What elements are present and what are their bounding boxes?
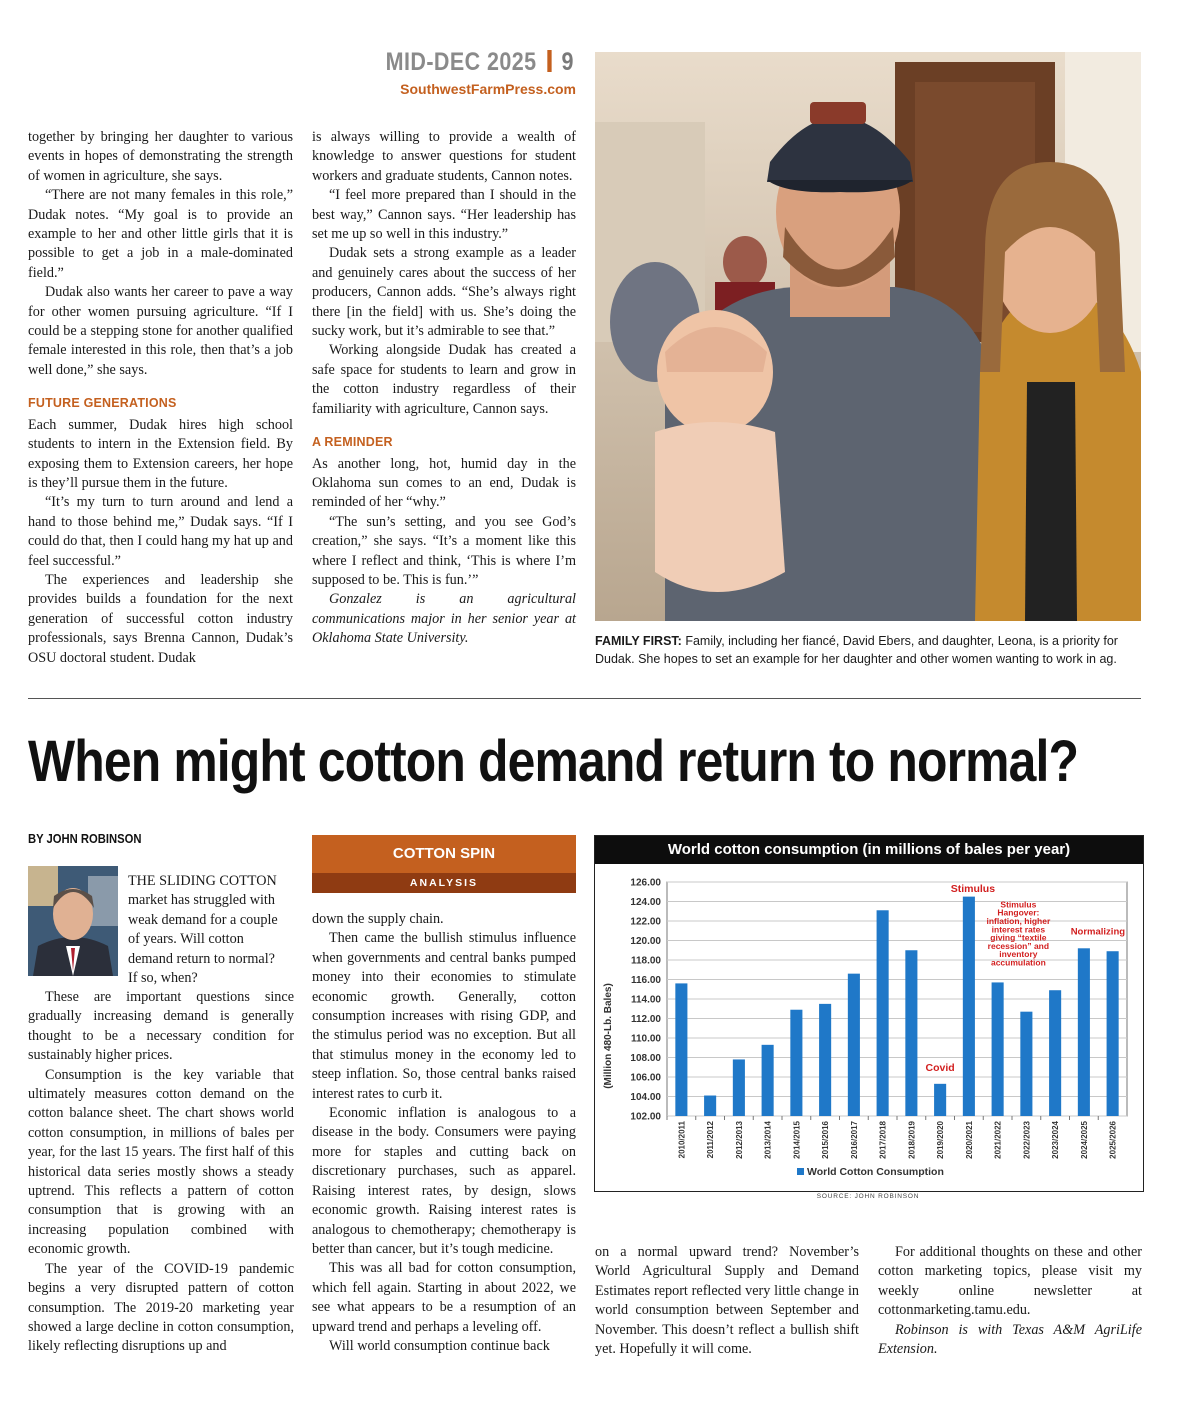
page-number: 9 bbox=[561, 48, 574, 76]
annotation-hangover-line: accumulation bbox=[990, 957, 1046, 968]
article-intro bbox=[128, 872, 294, 988]
consumption-chart bbox=[594, 835, 1144, 1192]
bar bbox=[992, 982, 1004, 1116]
legend-swatch bbox=[797, 1168, 804, 1175]
top-story-column-2 bbox=[312, 128, 576, 649]
paragraph: on a normal upward trend? November’s World Agricultural Supply and Demand Estimates report reflected very little change in world consumption between September and November. This doesn’t reflect a bullish shift yet. Hopefully it will come. bbox=[595, 1244, 859, 1358]
y-tick-label: 112.00 bbox=[630, 1014, 661, 1025]
bar bbox=[1049, 990, 1061, 1116]
x-tick-label: 2025/2026 bbox=[1108, 1121, 1118, 1159]
y-tick-label: 124.00 bbox=[630, 897, 661, 908]
author-note: Robinson is with Texas A&M AgriLife Extension. bbox=[878, 1321, 1142, 1358]
caption-text: Family, including her fiancé, David Ebers, and daughter, Leona, is a priority for Dudak. She hopes to set an example for her daughter and other women wanting to work in ag. bbox=[595, 634, 1118, 666]
intro-line: weak demand for a couple bbox=[128, 911, 278, 928]
annotation-hangover-line: recession” and bbox=[987, 940, 1050, 951]
bar bbox=[790, 1010, 802, 1116]
bar bbox=[819, 1004, 831, 1116]
y-tick-label: 126.00 bbox=[630, 877, 661, 889]
paragraph: The year of the COVID-19 pandemic begins a very disrupted pattern of cotton consumption. The 2019-20 marketing year showed a large decline in cotton consumption, likely reflecting disruptions up and bbox=[28, 1260, 294, 1355]
x-tick-label: 2015/2016 bbox=[821, 1121, 831, 1159]
article-column-2 bbox=[312, 910, 576, 1356]
article-byline: BY JOHN ROBINSON bbox=[28, 832, 142, 846]
paragraph: “There are not many females in this role,” Dudak notes. “My goal is to provide an example to her and other little girls that it is possible to get a job in a male-dominated field.” bbox=[28, 187, 293, 281]
intro-line: If so, when? bbox=[128, 970, 198, 987]
x-tick-label: 2011/2012 bbox=[706, 1121, 716, 1159]
paragraph: As another long, hot, humid day in the Oklahoma sun comes to an end, Dudak is reminded of her “why.” bbox=[312, 455, 576, 511]
y-tick-label: 114.00 bbox=[630, 994, 661, 1006]
annotation-hangover-line: Hangover: bbox=[997, 907, 1040, 918]
annotation-hangover-line: giving “textile bbox=[990, 932, 1047, 943]
bar bbox=[704, 1096, 716, 1116]
annotation-hangover-line: Stimulus bbox=[1000, 899, 1037, 910]
paragraph: Consumption is the key variable that ultimately measures cotton demand on the cotton balance sheet. The chart shows world cotton consumption, in millions of bales per year, for the last 15 years. The first half of this historical data series mostly shows a steady uptrend. This reflects a pattern of cotton consumption that is growing with an increasing population combined with economic growth. bbox=[28, 1066, 294, 1258]
subhead-a-reminder: A REMINDER bbox=[312, 435, 393, 450]
article-column-1 bbox=[28, 988, 294, 1357]
y-tick-label: 118.00 bbox=[630, 955, 661, 967]
intro-line: demand return to normal? bbox=[128, 950, 275, 967]
bar bbox=[905, 950, 917, 1116]
article-headline: When might cotton demand return to normal? bbox=[28, 729, 1079, 794]
column-badge bbox=[312, 835, 576, 893]
issue-label: MID-DEC 2025 bbox=[385, 48, 537, 76]
x-tick-label: 2019/2020 bbox=[936, 1121, 946, 1159]
subhead-future-generations: FUTURE GENERATIONS bbox=[28, 396, 177, 411]
paragraph: These are important questions since gradually increasing demand is generally thought to be a necessary condition for sustainably higher prices. bbox=[28, 989, 294, 1064]
bar bbox=[963, 897, 975, 1116]
x-tick-label: 2021/2022 bbox=[993, 1121, 1003, 1159]
paragraph: Economic inflation is analogous to a disease in the body. Consumers were paying more for staples and cutting back on discretionary purchases, such as apparel. Raising interest rates, by design, slows economic growth. Raising interest rates is analogous to chemotherapy; chemotherapy is better than cancer, but it’s tough medicine. bbox=[312, 1105, 576, 1257]
issue-date bbox=[386, 48, 574, 77]
x-tick-label: 2017/2018 bbox=[878, 1121, 888, 1159]
annotation-normalizing: Normalizing bbox=[1070, 926, 1126, 938]
family-photo-illustration bbox=[595, 52, 1141, 621]
chart-source: SOURCE: JOHN ROBINSON bbox=[816, 1193, 920, 1200]
paragraph: “The sun’s setting, and you see God’s creation,” she says. “It’s a moment like this where I reflect and think, ‘This is where I’m supposed to be. This is fun.’” bbox=[312, 513, 576, 588]
bar bbox=[1078, 948, 1090, 1116]
article-column-4 bbox=[878, 1243, 1142, 1359]
author-note: Gonzalez is an agricultural communications major in her senior year at Oklahoma State University. bbox=[312, 591, 576, 647]
section-divider bbox=[28, 698, 1141, 699]
y-tick-label: 110.00 bbox=[630, 1033, 661, 1045]
family-photo bbox=[595, 52, 1141, 621]
bar bbox=[1020, 1012, 1032, 1116]
x-tick-label: 2016/2017 bbox=[849, 1121, 859, 1159]
x-tick-label: 2013/2014 bbox=[763, 1121, 773, 1159]
paragraph: together by bringing her daughter to various events in hopes of demonstrating the strength of women in agriculture, she says. bbox=[28, 129, 293, 184]
x-tick-label: 2018/2019 bbox=[907, 1121, 917, 1159]
annotation-hangover-line: inflation, higher bbox=[986, 915, 1051, 926]
y-tick-label: 102.00 bbox=[630, 1111, 661, 1123]
column-name: COTTON SPIN bbox=[312, 835, 576, 873]
paragraph: For additional thoughts on these and other cotton marketing topics, please visit my weekly online newsletter at cottonmarketing.tamu.edu. bbox=[878, 1244, 1142, 1319]
paragraph: Dudak also wants her career to pave a way for other women pursuing agriculture. “If I could be a stepping stone for another qualified female interested in this role, then that’s a job well done,” she says. bbox=[28, 284, 293, 378]
bar bbox=[733, 1059, 745, 1116]
y-tick-label: 120.00 bbox=[630, 936, 661, 947]
bar bbox=[848, 974, 860, 1116]
paragraph: This was all bad for cotton consumption, which fell again. Starting in about 2022, we see what appears to be a resumption of an upward trend and perhaps a leveling off. bbox=[312, 1260, 576, 1335]
x-tick-label: 2020/2021 bbox=[964, 1121, 974, 1159]
annotation-hangover-line: inventory bbox=[999, 949, 1038, 960]
paragraph: Then came the bullish stimulus influence when governments and central banks pumped money into their economies to stimulate economic growth. Generally, cotton consumption increases with rising GDP, and the stimulus period was no exception. But all that stimulus money in the economy led to steep inflation. So, those central banks raised interest rates to curb it. bbox=[312, 930, 576, 1102]
header-divider bbox=[547, 50, 551, 72]
x-tick-label: 2024/2025 bbox=[1079, 1121, 1089, 1159]
paragraph: “It’s my turn to turn around and lend a hand to those behind me,” Dudak says. “If I could do that, then I could hang my hat up and feel successful.” bbox=[28, 494, 293, 569]
y-axis-label: (Million 480-Lb. Bales) bbox=[603, 983, 614, 1089]
paragraph: Will world consumption continue back bbox=[329, 1337, 550, 1354]
y-tick-label: 106.00 bbox=[630, 1072, 661, 1084]
author-portrait-illustration bbox=[28, 866, 118, 976]
annotation-stimulus: Stimulus bbox=[950, 882, 996, 895]
y-tick-label: 122.00 bbox=[630, 916, 661, 928]
bar bbox=[1107, 951, 1119, 1116]
paragraph: “I feel more prepared than I should in the best way,” Cannon says. “Her leadership has set me up so well in this industry.” bbox=[312, 187, 576, 243]
annotation-hangover-line: interest rates bbox=[991, 924, 1046, 935]
paragraph: The experiences and leadership she provides builds a foundation for the next generation of successful cotton industry professionals, says Brenna Cannon, Dudak’s OSU doctoral student. Dudak bbox=[28, 571, 293, 666]
chart-title: World cotton consumption (in millions of bales per year) bbox=[595, 836, 1143, 864]
paragraph: down the supply chain. bbox=[312, 911, 444, 927]
y-tick-label: 108.00 bbox=[630, 1053, 661, 1064]
x-tick-label: 2014/2015 bbox=[792, 1121, 802, 1159]
paragraph: Each summer, Dudak hires high school students to intern in the Extension field. By exposing them to Extension careers, her hope is they’ll pursue them in the future. bbox=[28, 416, 293, 491]
paragraph: Working alongside Dudak has created a safe space for students to learn and grow in the cotton industry regardless of their familiarity with agriculture, Cannon says. bbox=[312, 342, 576, 417]
photo-caption bbox=[595, 632, 1141, 668]
caption-lead: FAMILY FIRST: bbox=[595, 634, 682, 648]
article-column-3 bbox=[595, 1243, 859, 1359]
annotation-covid: Covid bbox=[925, 1062, 955, 1075]
bar bbox=[934, 1084, 946, 1116]
site-link[interactable]: SouthwestFarmPress.com bbox=[400, 81, 576, 97]
intro-line: of years. Will cotton bbox=[128, 931, 244, 948]
author-photo bbox=[28, 866, 118, 976]
y-tick-label: 116.00 bbox=[630, 975, 661, 986]
x-tick-label: 2022/2023 bbox=[1022, 1121, 1032, 1159]
column-tag: ANALYSIS bbox=[312, 873, 576, 893]
paragraph: is always willing to provide a wealth of knowledge to answer questions for student workers and graduate students, Cannon notes. bbox=[312, 129, 576, 184]
x-tick-label: 2023/2024 bbox=[1051, 1121, 1061, 1159]
paragraph: Dudak sets a strong example as a leader and genuinely cares about the success of her producers, Cannon adds. “She’s always right there [in the field] with us. She’s doing the sucky work, but it’s admirable to see that.” bbox=[312, 245, 576, 340]
intro-line: market has struggled with bbox=[128, 892, 275, 909]
legend-label: World Cotton Consumption bbox=[807, 1166, 944, 1178]
chart-plot bbox=[595, 864, 1141, 1189]
bar bbox=[675, 983, 687, 1116]
x-tick-label: 2010/2011 bbox=[677, 1121, 687, 1159]
bar bbox=[877, 910, 889, 1116]
x-tick-label: 2012/2013 bbox=[734, 1121, 744, 1159]
y-tick-label: 104.00 bbox=[630, 1092, 661, 1103]
bar bbox=[762, 1045, 774, 1116]
intro-line: THE SLIDING COTTON bbox=[128, 873, 277, 889]
top-story-column-1 bbox=[28, 128, 293, 668]
